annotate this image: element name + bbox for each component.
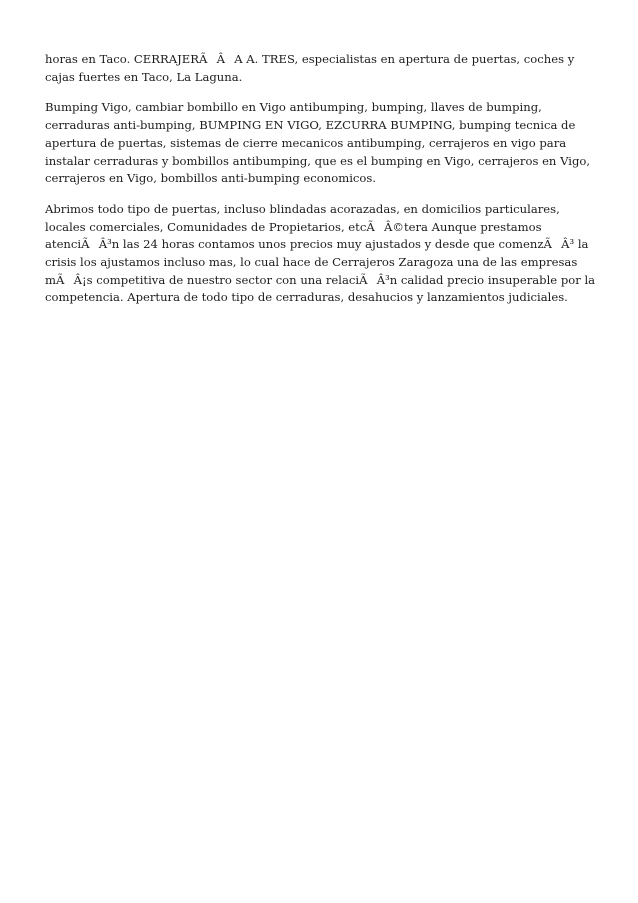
paragraph-intro: horas en Taco. CERRAJERÃÂA A. TRES, especialistas en apertura de puertas, coches y cajas fuertes en Taco, La Laguna.: [45, 52, 575, 84]
paragraph-bumping-vigo: Bumping Vigo, cambiar bombillo en Vigo antibumping, bumping, llaves de bumping, cerraduras anti-bumping, BUMPING EN VIGO, EZCURRA BUMPING, bumping tecnica de apertura de puertas, sistemas de cierre mecanicos antibumping, cerrajeros en vigo para instalar cerraduras y bombillos antibumping, que es el bumping en Vigo, cerrajeros en Vigo, cerrajeros en Vigo, bombillos anti-bumping economicos.: [45, 100, 591, 186]
document-body: [45, 51, 597, 320]
paragraph-services: Abrimos todo tipo de puertas, incluso blindadas acorazadas, en domicilios particulares, locales comerciales, Comunidades de Propietarios, etcÃÂ©tera Aunque prestamos atenciÃÂ³n las 24 horas contamos unos precios muy ajustados y desde que comenzÃÂ³ la crisis los ajustamos incluso mas, lo cual hace de Cerrajeros Zaragoza una de las empresas mÃÂ¡s competitiva de nuestro sector con una relaciÃÂ³n calidad precio insuperable por la competencia. Apertura de todo tipo de cerraduras, desahucios y lanzamientos judiciales.: [45, 201, 596, 305]
